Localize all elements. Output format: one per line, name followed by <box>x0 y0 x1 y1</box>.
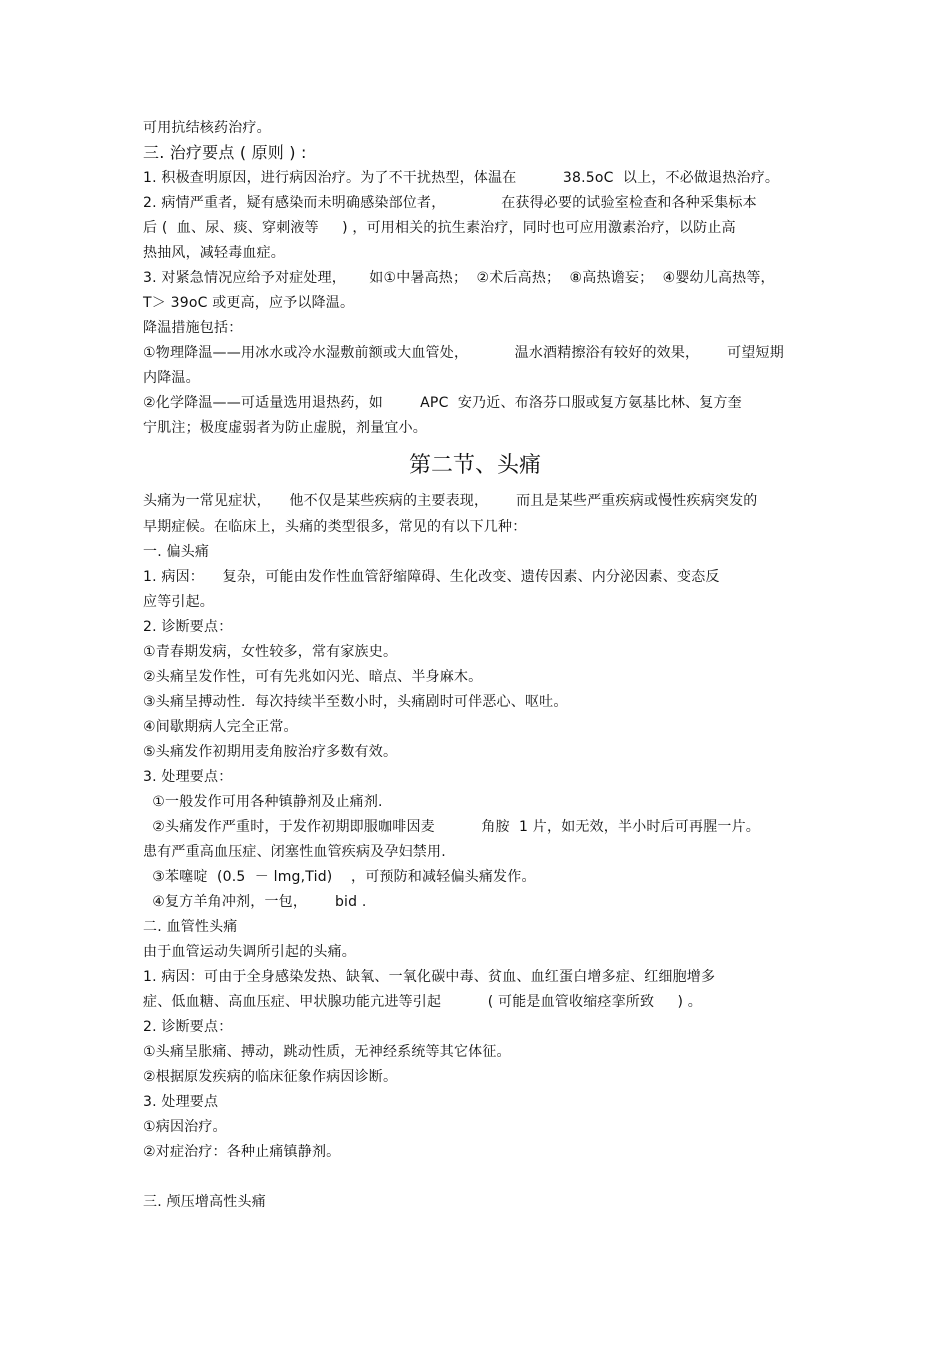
text-line: 1. 病因：可由于全身感染发热、缺氧、一氧化碳中毒、贫血、血红蛋白增多症、红细胞增多 <box>143 969 716 985</box>
text-line: 2. 诊断要点： <box>143 619 233 635</box>
text-line: 热抽风，减轻毒血症。 <box>143 245 285 261</box>
text-line: 头痛为一常见症状， 他不仅是某些疾病的主要表现， 而且是某些严重疾病或慢性疾病突发的 <box>143 493 758 509</box>
text-line: ②头痛发作严重时，于发作初期即服咖啡因麦 角胺 1 片，如无效，半小时后可再腥一片。 <box>143 819 761 835</box>
text-line: ⑤头痛发作初期用麦角胺治疗多数有效。 <box>143 744 398 760</box>
text-line: ③苯噻啶 (0.5 － lmg,Tid) ，可预防和减轻偏头痛发作。 <box>143 869 536 885</box>
text-line: 患有严重高血压症、闭塞性血管疾病及孕妇禁用. <box>143 844 446 860</box>
text-line: ①物理降温——用冰水或冷水湿敷前额或大血管处， 温水酒精擦浴有较好的效果， 可望短期 <box>143 345 784 361</box>
text-line: 2. 病情严重者，疑有感染而未明确感染部位者， 在获得必要的试验室检查和各种采集标本 <box>143 195 757 211</box>
text-line: ②对症治疗：各种止痛镇静剂。 <box>143 1144 341 1160</box>
text-line: ④间歇期病人完全正常。 <box>143 719 298 735</box>
text-line: ①一般发作可用各种镇静剂及止痛剂. <box>143 794 383 810</box>
text-line: ③头痛呈搏动性．每次持续半至数小时，头痛剧时可伴恶心、呕吐。 <box>143 694 568 710</box>
text-line: 宁肌注；极度虚弱者为防止虚脱，剂量宜小。 <box>143 420 427 436</box>
text-line: 3. 对紧急情况应给予对症处理， 如①中暑高热； ②术后高热； ⑧高热谵妄； ④婴幼儿高热等， <box>143 270 775 286</box>
subsection-heading: 三. 颅压增高性头痛 <box>143 1194 266 1210</box>
text-line: 1. 积极查明原因，进行病因治疗。为了不干扰热型，体温在 38.5oC 以上，不必做退热治疗。 <box>143 170 780 186</box>
text-line: 由于血管运动失调所引起的头痛。 <box>143 944 356 960</box>
text-line: 内降温。 <box>143 370 200 386</box>
text-line: 2. 诊断要点： <box>143 1019 233 1035</box>
text-line: 3. 处理要点： <box>143 769 233 785</box>
section-heading: 三. 治疗要点 ( 原则 ) : <box>143 143 307 162</box>
text-line: ②根据原发疾病的临床征象作病因诊断。 <box>143 1069 398 1085</box>
text-line: T＞ 39oC 或更高，应予以降温。 <box>143 295 355 311</box>
text-line: ④复方羊角冲剂，一包， bid . <box>143 894 367 910</box>
subsection-heading: 一. 偏头痛 <box>143 544 210 560</box>
text-line: 后 ( 血、尿、痰、穿刺液等 ) ，可用相关的抗生素治疗，同时也可应用激素治疗，以防止高 <box>143 220 736 236</box>
text-line: 应等引起。 <box>143 594 214 610</box>
text-line: ①头痛呈胀痛、搏动，跳动性质，无神经系统等其它体征。 <box>143 1044 511 1060</box>
text-line: ①青春期发病，女性较多，常有家族史。 <box>143 644 398 660</box>
text-line: 降温措施包括： <box>143 320 243 336</box>
subsection-heading: 二. 血管性头痛 <box>143 919 238 935</box>
text-line: 可用抗结核药治疗。 <box>143 120 271 136</box>
text-line: ②头痛呈发作性，可有先兆如闪光、暗点、半身麻木。 <box>143 669 483 685</box>
chapter-section-title: 第二节、头痛 <box>408 453 541 478</box>
text-line: ②化学降温——可适量选用退热药，如 APC 安乃近、布洛芬口服或复方氨基比林、复方奎 <box>143 395 742 411</box>
text-line: 早期症候。在临床上，头痛的类型很多，常见的有以下几种： <box>143 519 527 535</box>
text-line: 3. 处理要点 <box>143 1094 219 1110</box>
text-line: 症、低血糖、高血压症、甲状腺功能亢进等引起 ( 可能是血管收缩痉挛所致 ) 。 <box>143 994 702 1010</box>
text-line: ①病因治疗。 <box>143 1119 227 1135</box>
text-line: 1. 病因： 复杂，可能由发作性血管舒缩障碍、生化改变、遗传因素、内分泌因素、变态反 <box>143 569 720 585</box>
